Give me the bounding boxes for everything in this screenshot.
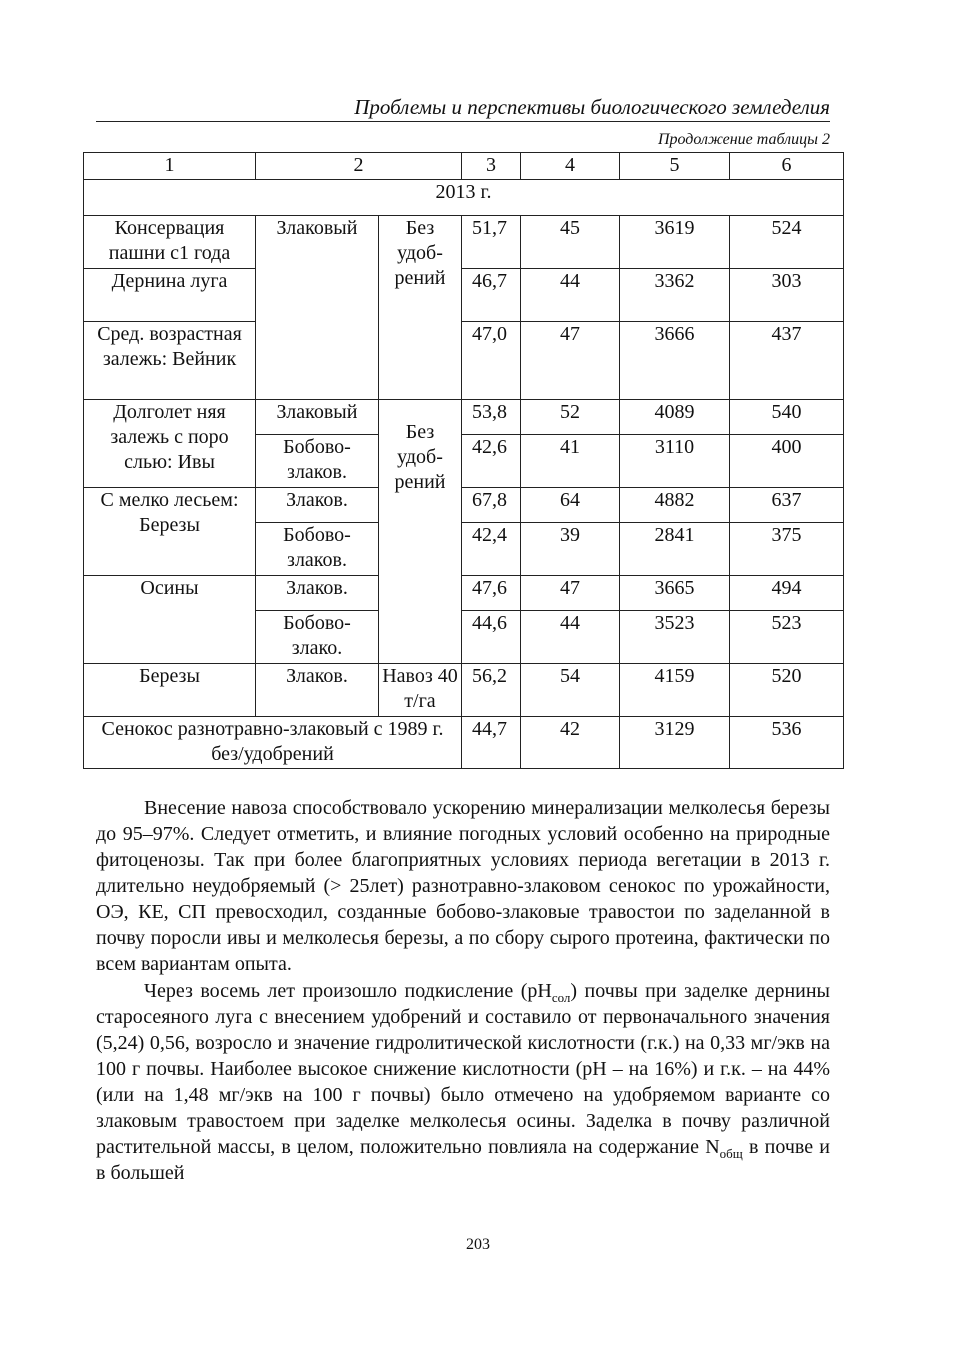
cell-grass: Злаков. — [256, 576, 379, 611]
cell-value: 3523 — [620, 611, 730, 664]
text-run: ) почвы при заделке дернины старосеяного луга с внесением удобрений и составило от первоначального значения (5,24) 0,56, возросло и значение гидролитической кислотности (г.к.) на 0,33 мг/экв на 100 г почвы. Наиболее высокое снижение кислотности (рН – на 16%) и г.к. – на 44% (или на 1,48 мг/экв на 100 г почвы) было отмечено на удобряемом варианте со злаковым травостоем при заделке мелколесья осины. Заделка в почву различной растительной массы, в целом, положительно повлияла на содержание N — [96, 980, 830, 1158]
cell-grass: Бобово-злако. — [256, 611, 379, 664]
cell-value: 4089 — [620, 400, 730, 435]
column-number-row — [84, 153, 844, 180]
table-row — [84, 664, 844, 717]
cell-value: 42 — [521, 717, 620, 769]
cell-value: 44 — [521, 611, 620, 664]
cell-value: 2841 — [620, 523, 730, 576]
cell-value: 3110 — [620, 435, 730, 488]
cell-grass: Злаковый — [256, 400, 379, 435]
table-row — [84, 322, 844, 400]
cell-value: 3665 — [620, 576, 730, 611]
cell-value: 437 — [730, 322, 844, 400]
cell-variant: Консервация пашни с1 года — [84, 216, 256, 269]
table-row — [84, 216, 844, 269]
running-title: Проблемы и перспективы биологического земледелия — [96, 94, 830, 122]
cell-value: 536 — [730, 717, 844, 769]
cell-value: 4159 — [620, 664, 730, 717]
cell-variant: Сенокос разнотравно-злаковый с 1989 г. без/удобрений — [84, 717, 462, 769]
cell-value: 44 — [521, 269, 620, 322]
col-number: 4 — [521, 153, 620, 180]
col-number: 1 — [84, 153, 256, 180]
cell-value: 4882 — [620, 488, 730, 523]
cell-value: 520 — [730, 664, 844, 717]
cell-value: 42,4 — [462, 523, 521, 576]
text-run: Через восемь лет произошло подкисление (pH — [144, 980, 552, 1002]
body-text — [96, 795, 830, 1187]
col-number: 3 — [462, 153, 521, 180]
cell-value: 47,0 — [462, 322, 521, 400]
cell-value: 64 — [521, 488, 620, 523]
cell-value: 47 — [521, 322, 620, 400]
cell-value: 47 — [521, 576, 620, 611]
cell-value: 400 — [730, 435, 844, 488]
cell-variant: Осины — [84, 576, 256, 664]
cell-value: 51,7 — [462, 216, 521, 269]
cell-value: 67,8 — [462, 488, 521, 523]
cell-value: 3619 — [620, 216, 730, 269]
cell-value: 524 — [730, 216, 844, 269]
table-row — [84, 269, 844, 322]
data-table — [83, 152, 844, 769]
cell-value: 53,8 — [462, 400, 521, 435]
cell-value: 45 — [521, 216, 620, 269]
cell-value: 39 — [521, 523, 620, 576]
cell-value: 523 — [730, 611, 844, 664]
cell-variant: Березы — [84, 664, 256, 717]
cell-grass: Бобово-злаков. — [256, 523, 379, 576]
year-row — [84, 180, 844, 216]
cell-variant: С мелко лесьем: Березы — [84, 488, 256, 576]
cell-value: 56,2 — [462, 664, 521, 717]
cell-grass: Злаковый — [256, 216, 379, 400]
cell-variant: Долголет няя залежь с поро слью: Ивы — [84, 400, 256, 488]
cell-value: 3362 — [620, 269, 730, 322]
cell-value: 540 — [730, 400, 844, 435]
cell-value: 44,6 — [462, 611, 521, 664]
paragraph: Внесение навоза способствовало ускорению минерализации мелколесья березы до 95–97%. Следует отметить, и влияние погодных условий особенно на природные фитоценозы. Так при более благоприятных условиях периода вегетации в 2013 г. длительно неудобряемый (> 25лет) разнотравно-злаковом сенокос по урожайности, ОЭ, КЕ, СП превосходил, созданные бобово-злаковые травостои по заделанной в почву поросли ивы и мелколесья березы, а по сбору сырого протеина, фактически по всем вариантам опыта. — [96, 797, 830, 975]
cell-value: 3666 — [620, 322, 730, 400]
year-label: 2013 г. — [84, 180, 844, 216]
cell-value: 47,6 — [462, 576, 521, 611]
cell-value: 375 — [730, 523, 844, 576]
cell-fertilizer — [379, 400, 462, 664]
text-run: в почве и в большей — [96, 1136, 830, 1184]
cell-grass: Бобово-злаков. — [256, 435, 379, 488]
cell-variant: Сред. возрастная залежь: Вейник — [84, 322, 256, 400]
cell-value: 303 — [730, 269, 844, 322]
page-number: 203 — [466, 1236, 490, 1253]
col-number: 2 — [256, 153, 462, 180]
fertilizer-label: Без удоб-рений — [394, 421, 446, 493]
table-row — [84, 488, 844, 523]
cell-value: 41 — [521, 435, 620, 488]
cell-value: 3129 — [620, 717, 730, 769]
cell-value: 42,6 — [462, 435, 521, 488]
cell-value: 46,7 — [462, 269, 521, 322]
cell-grass: Злаков. — [256, 664, 379, 717]
cell-value: 44,7 — [462, 717, 521, 769]
cell-variant: Дернина луга — [84, 269, 256, 322]
subscript: сол — [551, 990, 571, 1005]
cell-grass: Злаков. — [256, 488, 379, 523]
table-continuation-label: Продолжение таблицы 2 — [657, 131, 830, 148]
cell-value: 54 — [521, 664, 620, 717]
col-number: 6 — [730, 153, 844, 180]
table-row — [84, 576, 844, 611]
subscript: общ — [719, 1146, 743, 1161]
table-row — [84, 717, 844, 769]
cell-fertilizer: Навоз 40 т/га — [379, 664, 462, 717]
cell-value: 494 — [730, 576, 844, 611]
paragraph — [96, 978, 830, 1186]
col-number: 5 — [620, 153, 730, 180]
cell-value: 637 — [730, 488, 844, 523]
cell-value: 52 — [521, 400, 620, 435]
cell-fertilizer: Без удоб-рений — [379, 216, 462, 400]
table-row — [84, 400, 844, 435]
